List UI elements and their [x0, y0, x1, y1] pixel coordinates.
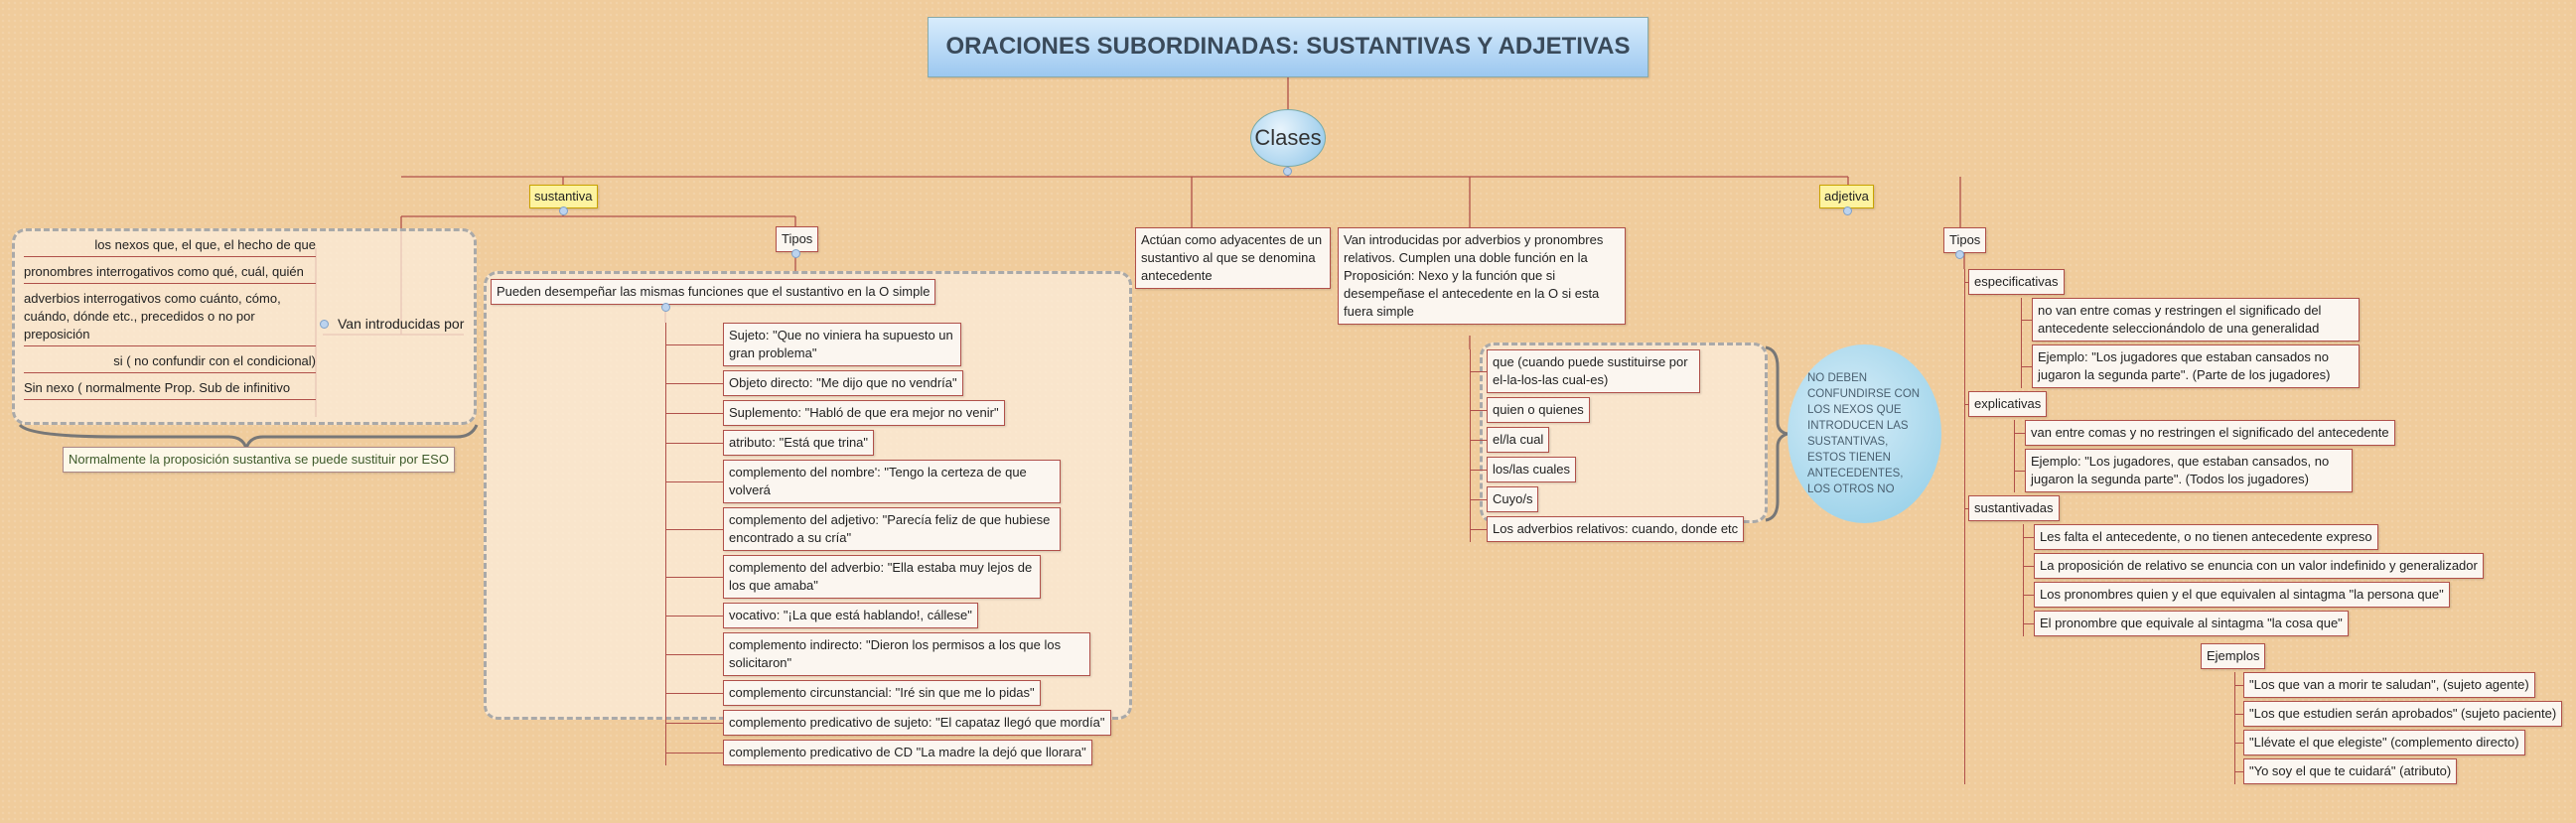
- nexo-item[interactable]: que (cuando puede sustituirse por el-la-los-las cual-es): [1487, 349, 1700, 393]
- node-ejemplos[interactable]: Ejemplos: [2201, 643, 2265, 669]
- funcion-item[interactable]: complemento indirecto: "Dieron los permisos a los que los solicitaron": [723, 632, 1090, 676]
- introducidas-list: [24, 236, 316, 400]
- introducidas-item[interactable]: Sin nexo ( normalmente Prop. Sub de infinitivo: [24, 379, 316, 400]
- root-node-clases[interactable]: Clases: [1250, 109, 1326, 167]
- ejemplos-block: [2201, 643, 2562, 784]
- collapse-toggle-icon[interactable]: [559, 206, 568, 215]
- funcion-item[interactable]: Objeto directo: "Me dijo que no vendría": [723, 370, 963, 396]
- ejemplo-item[interactable]: "Yo soy el que te cuidará" (atributo): [2243, 758, 2457, 784]
- collapse-toggle-icon[interactable]: [320, 320, 329, 329]
- ejemplo-item[interactable]: "Los que estudien serán aprobados" (sujeto paciente): [2243, 701, 2562, 727]
- sustantivadas-item[interactable]: La proposición de relativo se enuncia con un valor indefinido y generalizador: [2034, 553, 2484, 579]
- nexo-item[interactable]: los/las cuales: [1487, 457, 1576, 482]
- nexos-list: [1470, 349, 1744, 542]
- sustantivadas-item[interactable]: Les falta el antecedente, o no tienen antecedente expreso: [2034, 524, 2378, 550]
- introducidas-item[interactable]: pronombres interrogativos como qué, cuál, quién: [24, 263, 316, 284]
- funcion-item[interactable]: atributo: "Está que trina": [723, 430, 874, 456]
- node-sustantivadas[interactable]: sustantivadas: [1968, 495, 2060, 521]
- nexo-item[interactable]: el/la cual: [1487, 427, 1549, 453]
- collapse-toggle-icon[interactable]: [791, 249, 800, 258]
- collapse-toggle-icon[interactable]: [1955, 250, 1964, 259]
- node-van-introducidas-por[interactable]: Van introducidas por: [338, 316, 465, 332]
- node-explicativas[interactable]: explicativas: [1968, 391, 2047, 417]
- node-sustantiva[interactable]: sustantiva: [529, 185, 598, 208]
- sustantivadas-item[interactable]: El pronombre que equivale al sintagma "la cosa que": [2034, 611, 2349, 636]
- funcion-item[interactable]: complemento circunstancial: "Iré sin que me lo pidas": [723, 680, 1041, 706]
- nexo-item[interactable]: Cuyo/s: [1487, 486, 1538, 512]
- node-tipos-sustantiva[interactable]: Tipos: [776, 226, 818, 252]
- funcion-item[interactable]: complemento predicativo de sujeto: "El capataz llegó que mordía": [723, 710, 1111, 736]
- introducidas-item[interactable]: los nexos que, el que, el hecho de que: [24, 236, 316, 257]
- node-introducidas-adjetiva[interactable]: Van introducidas por adverbios y pronombres relativos. Cumplen una doble función en la Proposición: Nexo y la función que si desempeñase el antecedente en la O si esta fuera simple: [1338, 227, 1626, 325]
- node-especificativas[interactable]: especificativas: [1968, 269, 2065, 295]
- funcion-item[interactable]: complemento predicativo de CD "La madre la dejó que llorara": [723, 740, 1092, 765]
- funcion-item[interactable]: Suplemento: "Habló de que era mejor no venir": [723, 400, 1005, 426]
- explicativas-item[interactable]: Ejemplo: "Los jugadores, que estaban cansados, no jugaron la segunda parte". (Todos los jugadores): [2025, 449, 2353, 492]
- especificativas-item[interactable]: Ejemplo: "Los jugadores que estaban cansados no jugaron la segunda parte". (Parte de los jugadores): [2032, 344, 2360, 388]
- sustantivadas-item[interactable]: Los pronombres quien y el que equivalen al sintagma "la persona que": [2034, 582, 2450, 608]
- introducidas-item[interactable]: si ( no confundir con el condicional): [24, 352, 316, 373]
- nexo-item[interactable]: Los adverbios relativos: cuando, donde etc: [1487, 516, 1744, 542]
- note-sustituir-eso[interactable]: Normalmente la proposición sustantiva se puede sustituir por ESO: [63, 447, 455, 473]
- funcion-item[interactable]: complemento del adjetivo: "Parecía feliz de que hubiese encontrado a su cría": [723, 507, 1061, 551]
- introducidas-item[interactable]: adverbios interrogativos como cuánto, cómo, cuándo, dónde etc., precedidos o no por preposición: [24, 290, 316, 346]
- especificativas-item[interactable]: no van entre comas y restringen el significado del antecedente seleccionándolo de una generalidad: [2032, 298, 2360, 342]
- warning-text: NO DEBEN CONFUNDIRSE CON LOS NEXOS QUE INTRODUCEN LAS SUSTANTIVAS, ESTOS TIENEN ANTECEDENTES, LOS OTROS NO: [1807, 372, 1921, 495]
- collapse-toggle-icon[interactable]: [1843, 206, 1852, 215]
- funciones-list: [665, 323, 1111, 765]
- funcion-item[interactable]: vocativo: "¡La que está hablando!, cállese": [723, 603, 978, 628]
- funcion-item[interactable]: Sujeto: "Que no viniera ha supuesto un gran problema": [723, 323, 961, 366]
- sustantivadas-list: [2023, 524, 2562, 636]
- collapse-toggle-icon[interactable]: [1283, 167, 1292, 176]
- especificativas-list: [2021, 298, 2562, 388]
- ejemplo-item[interactable]: "Llévate el que elegiste" (complemento directo): [2243, 730, 2525, 755]
- funcion-item[interactable]: complemento del adverbio: "Ella estaba muy lejos de los que amaba": [723, 555, 1041, 599]
- explicativas-item[interactable]: van entre comas y no restringen el significado del antecedente: [2025, 420, 2395, 446]
- title-node[interactable]: ORACIONES SUBORDINADAS: SUSTANTIVAS Y ADJETIVAS: [928, 17, 1648, 77]
- node-adjetiva[interactable]: adjetiva: [1819, 185, 1874, 208]
- node-definicion-adjetiva[interactable]: Actúan como adyacentes de un sustantivo al que se denomina antecedente: [1135, 227, 1331, 289]
- tipos-adjetiva-list: [1964, 269, 2562, 784]
- explicativas-list: [2014, 420, 2562, 492]
- collapse-toggle-icon[interactable]: [661, 303, 670, 312]
- nexo-item[interactable]: quien o quienes: [1487, 397, 1590, 423]
- funcion-item[interactable]: complemento del nombre': "Tengo la certeza de que volverá: [723, 460, 1061, 503]
- node-funciones[interactable]: Pueden desempeñar las mismas funciones que el sustantivo en la O simple: [491, 279, 935, 305]
- node-tipos-adjetiva[interactable]: Tipos: [1943, 227, 1986, 253]
- ejemplo-item[interactable]: "Los que van a morir te saludan", (sujeto agente): [2243, 672, 2535, 698]
- ejemplos-list: [2234, 672, 2562, 784]
